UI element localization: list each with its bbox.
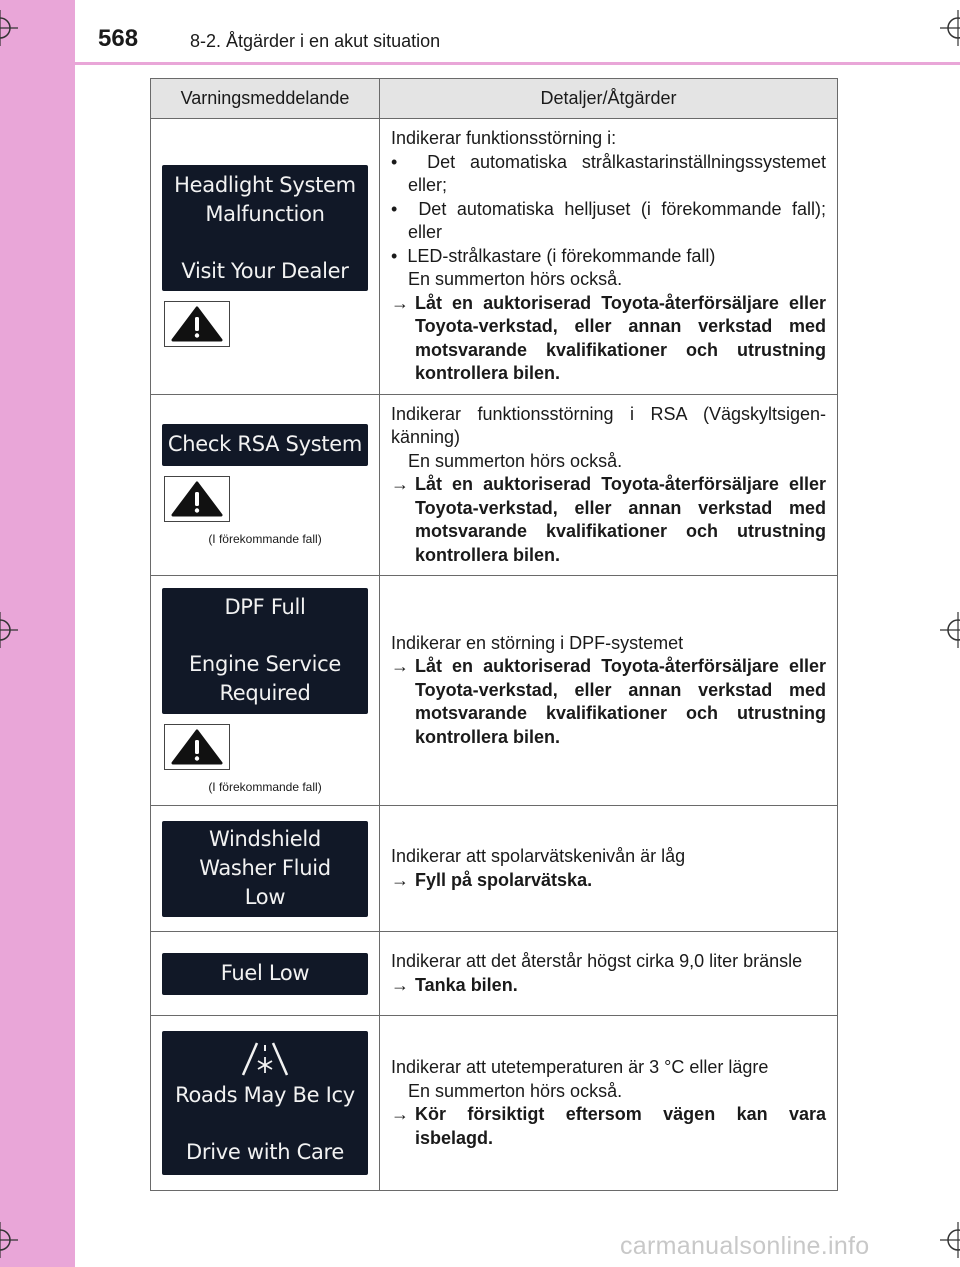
display-line: Windshield — [209, 827, 321, 851]
action-text: → Låt en auktoriserad Toyota-återförsäljare eller Toyota-verkstad, eller annan verkstad med motsvarande kvalifikationer och utrustning kontrollera bilen. — [391, 656, 826, 747]
table-row — [151, 576, 838, 806]
details-cell — [380, 576, 838, 806]
action-text: → Låt en auktoriserad Toyota-återförsäljare eller Toyota-verkstad, eller annan verkstad med motsvarande kvalifikationer och utrustning kontrollera bilen. — [391, 292, 826, 383]
availability-note: (I förekommande fall) — [208, 779, 322, 794]
table-row — [151, 806, 838, 932]
display-washer-fluid-low — [162, 821, 368, 917]
crosshair-mark-icon — [940, 612, 960, 648]
crosshair-mark-icon — [0, 1222, 18, 1258]
message-cell — [151, 932, 380, 1016]
arrow-right-icon: → — [391, 1104, 409, 1124]
action-text: → Tanka bilen. — [391, 974, 826, 998]
display-line: Fuel Low — [220, 961, 310, 985]
display-line: Required — [219, 681, 311, 705]
display-line: Malfunction — [205, 201, 325, 226]
description: Indikerar funktionsstörning i: — [391, 128, 617, 148]
table-row — [151, 394, 838, 576]
availability-note: (I förekommande fall) — [208, 531, 322, 546]
action-text: → Fyll på spolarvätska. — [391, 869, 826, 893]
display-line: Low — [244, 885, 286, 909]
warning-message-table — [150, 78, 838, 1191]
buzzer-note: En summerton hörs också. — [408, 1080, 623, 1101]
warning-triangle-icon — [164, 301, 230, 347]
display-line: DPF Full — [224, 595, 306, 619]
message-cell — [151, 806, 380, 932]
details-cell — [380, 932, 838, 1016]
arrow-right-icon: → — [391, 869, 409, 890]
action-text: → Låt en auktoriserad Toyota-återförsäljare eller Toyota-verkstad, eller annan verkstad med motsvarande kvalifikationer och utrustning kontrollera bilen. — [391, 474, 826, 565]
warning-triangle-icon — [164, 476, 230, 522]
display-line: Check RSA System — [167, 432, 363, 457]
table-header-row — [151, 79, 838, 119]
description: Indikerar en störning i DPF-systemet — [391, 632, 684, 653]
display-fuel-low — [162, 953, 368, 995]
table-row — [151, 932, 838, 1016]
display-line: Washer Fluid — [199, 856, 331, 880]
watermark: carmanualsonline.info — [620, 1232, 870, 1260]
message-cell — [151, 1016, 380, 1191]
action-text: → Kör försiktigt eftersom vägen kan vara isbelagd. — [391, 1104, 826, 1148]
crosshair-mark-icon — [940, 1222, 960, 1258]
display-line: Drive with Care — [185, 1140, 344, 1164]
icy-road-icon — [162, 1039, 368, 1079]
crosshair-mark-icon — [0, 10, 18, 46]
arrow-right-icon: → — [391, 974, 409, 995]
details-cell — [380, 1016, 838, 1191]
description: Indikerar att det återstår högst cirka 9,0 liter bränsle — [391, 951, 803, 971]
display-headlight-malfunction — [162, 165, 368, 291]
display-roads-icy — [162, 1031, 368, 1175]
description: Indikerar att utetemperaturen är 3 °C eller lägre — [391, 1057, 769, 1077]
message-cell — [151, 119, 380, 395]
bullet-item: • Det automatiska helljuset (i förekommande fall); eller — [391, 198, 826, 242]
description: Indikerar att spolarvätskenivån är låg — [391, 846, 686, 866]
display-line: Engine Service — [188, 652, 342, 676]
arrow-right-icon: → — [391, 656, 409, 677]
display-line: Headlight System — [174, 172, 356, 197]
message-cell — [151, 576, 380, 806]
details-cell — [380, 394, 838, 576]
bullet-item: • LED-strålkastare (i förekommande fall) — [391, 245, 716, 266]
buzzer-note: En summerton hörs också. — [408, 269, 623, 289]
arrow-right-icon: → — [391, 292, 409, 313]
display-line: Visit Your Dealer — [181, 258, 349, 283]
column-header-details: Detaljer/Åtgärder — [380, 79, 838, 119]
table-row — [151, 1016, 838, 1191]
display-check-rsa — [162, 424, 368, 466]
details-cell — [380, 806, 838, 932]
message-cell — [151, 394, 380, 576]
bullet-item: • Det automatiska strålkastarinställningssystemet eller; — [391, 151, 826, 195]
column-header-message: Varningsmeddelande — [151, 79, 380, 119]
details-cell — [380, 119, 838, 395]
crosshair-mark-icon — [0, 612, 18, 648]
crosshair-mark-icon — [940, 10, 960, 46]
arrow-right-icon: → — [391, 474, 409, 494]
display-line: Roads May Be Icy — [175, 1083, 355, 1107]
table-row — [151, 119, 838, 395]
description: Indikerar funktionsstörning i RSA (Vägskyltsigen-känning) — [391, 403, 826, 447]
page-number: 568 — [98, 25, 139, 52]
section-title: 8-2. Åtgärder i en akut situation — [190, 31, 441, 51]
warning-triangle-icon — [164, 724, 230, 770]
buzzer-note: En summerton hörs också. — [408, 450, 623, 471]
display-dpf-full — [162, 588, 368, 714]
header-rule — [75, 62, 960, 65]
